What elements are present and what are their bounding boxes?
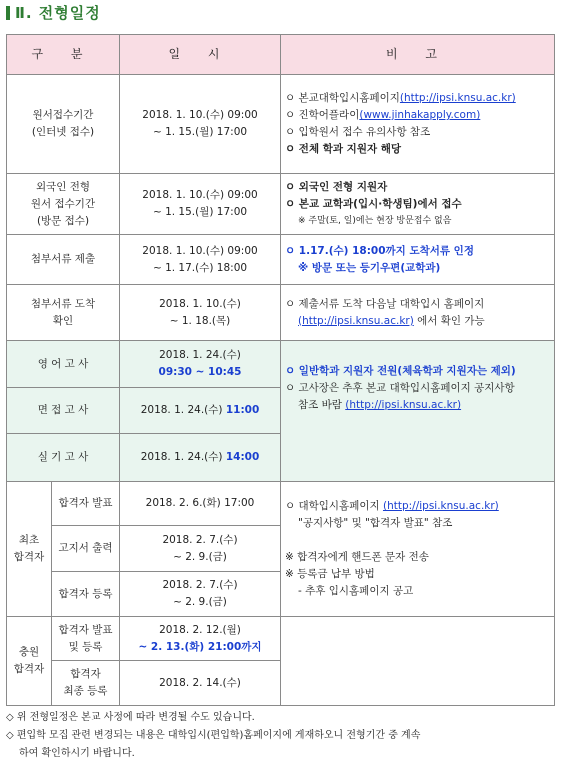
jinhak-link[interactable]: (www.jinhakapply.com) <box>359 109 481 121</box>
table-row <box>7 285 555 341</box>
table-row <box>7 482 555 526</box>
header-note: 비 고 <box>281 35 555 75</box>
row-category: 첨부서류 도착 확인 <box>7 285 120 341</box>
row-date: 2018. 1. 10.(수) 09:00 ~ 1. 17.(수) 18:00 <box>120 235 281 285</box>
row-category: 원서접수기간 (인터넷 접수) <box>7 75 120 174</box>
group-first: 최초 합격자 <box>7 482 52 617</box>
row-category: 합격자 발표 및 등록 <box>52 617 120 661</box>
row-date: 2018. 2. 12.(월) ~ 2. 13.(화) 21:00까지 <box>120 617 281 661</box>
header-category: 구 분 <box>7 35 120 75</box>
row-date: 2018. 2. 6.(화) 17:00 <box>120 482 281 526</box>
row-note: ㅇ 본교대학입시홈페이지(http://ipsi.knsu.ac.kr) ㅇ 진학어플라이(www.jinhakapply.com) ㅇ 입학원서 접수 유의사항 참조 ㅇ 전체 학과 지원자 해당 <box>281 75 555 174</box>
row-category: 실 기 고 사 <box>7 434 120 482</box>
footer-note: 하여 확인하시기 바랍니다. <box>19 748 135 759</box>
table-row <box>7 341 555 388</box>
footer-note: ◇ 편입학 모집 관련 변경되는 내용은 대학입시(편입학)홈페이지에 게재하오니 전형기간 중 계속 <box>6 730 421 741</box>
row-category: 합격자 등록 <box>52 572 120 617</box>
row-category: 합격자 최종 등록 <box>52 661 120 706</box>
title-bar <box>6 6 10 20</box>
row-note: ㅇ 제출서류 도착 다음날 대학입시 홈페이지 (http://ipsi.knsu.ac.kr) 에서 확인 가능 <box>281 285 555 341</box>
row-category: 고지서 출력 <box>52 526 120 572</box>
row-note: ㅇ 일반학과 지원자 전원(체육학과 지원자는 제외) ㅇ 고사장은 추후 본교 대학입시홈페이지 공지사항 참조 바람 (http://ipsi.knsu.ac.kr) <box>281 341 555 482</box>
ipsi-link[interactable]: (http://ipsi.knsu.ac.kr) <box>345 399 462 411</box>
row-date: 2018. 2. 14.(수) <box>120 661 281 706</box>
row-category: 합격자 발표 <box>52 482 120 526</box>
row-date: 2018. 2. 7.(수) ~ 2. 9.(금) <box>120 526 281 572</box>
schedule-table <box>6 34 555 706</box>
row-date: 2018. 1. 24.(수) 11:00 <box>120 388 281 434</box>
row-note-empty <box>281 617 555 706</box>
row-date: 2018. 1. 24.(수) 09:30 ~ 10:45 <box>120 341 281 388</box>
footer-notes <box>6 709 556 763</box>
group-extra: 충원 합격자 <box>7 617 52 706</box>
ipsi-link[interactable]: (http://ipsi.knsu.ac.kr) <box>382 500 499 512</box>
table-row <box>7 617 555 661</box>
ipsi-link[interactable]: (http://ipsi.knsu.ac.kr) <box>298 314 414 327</box>
row-date: 2018. 1. 10.(수) 09:00 ~ 1. 15.(월) 17:00 <box>120 75 281 174</box>
page-title: Ⅱ. 전형일정 <box>6 2 101 23</box>
row-note: ㅇ 1.17.(수) 18:00까지 도착서류 인정 ※ 방문 또는 등기우편(교학과) <box>281 235 555 285</box>
header-date: 일 시 <box>120 35 281 75</box>
row-category: 외국인 전형 원서 접수기간 (방문 접수) <box>7 174 120 235</box>
row-date: 2018. 2. 7.(수) ~ 2. 9.(금) <box>120 572 281 617</box>
row-date: 2018. 1. 10.(수) 09:00 ~ 1. 15.(월) 17:00 <box>120 174 281 235</box>
table-row <box>7 174 555 235</box>
row-category: 영 어 고 사 <box>7 341 120 388</box>
footer-note: ◇ 위 전형일정은 본교 사정에 따라 변경될 수도 있습니다. <box>6 712 255 723</box>
table-row <box>7 235 555 285</box>
table-row <box>7 75 555 174</box>
row-note: ㅇ 외국인 전형 지원자 ㅇ 본교 교학과(입시·학생팀)에서 접수 ※ 주말(토, 일)에는 현장 방문접수 없음 <box>281 174 555 235</box>
row-date: 2018. 1. 10.(수) ~ 1. 18.(목) <box>120 285 281 341</box>
row-category: 첨부서류 제출 <box>7 235 120 285</box>
ipsi-link[interactable]: (http://ipsi.knsu.ac.kr) <box>399 92 516 104</box>
row-category: 면 접 고 사 <box>7 388 120 434</box>
row-note: ㅇ 대학입시홈페이지 (http://ipsi.knsu.ac.kr) "공지사항" 및 "합격자 발표" 참조 ※ 합격자에게 핸드폰 문자 전송 ※ 등록금 납부 방법 - 추후 입시홈페이지 공고 <box>281 482 555 617</box>
row-date: 2018. 1. 24.(수) 14:00 <box>120 434 281 482</box>
